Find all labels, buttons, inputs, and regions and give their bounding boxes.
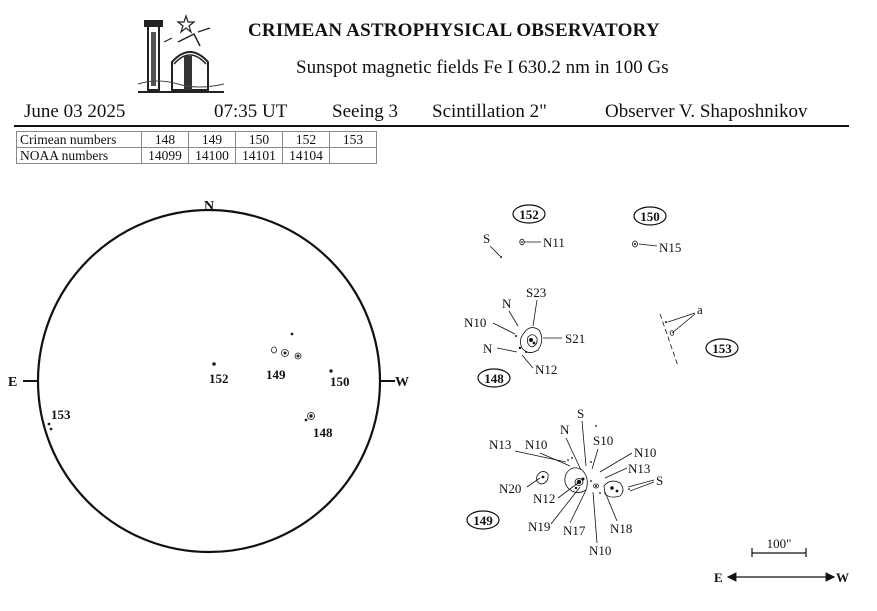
page-title: CRIMEAN ASTROPHYSICAL OBSERVATORY	[248, 20, 660, 41]
detail-region-149	[467, 406, 663, 558]
polarity-label: S	[656, 473, 664, 488]
orientation-west-label: W	[836, 570, 849, 585]
disk-region-148: 148	[313, 425, 333, 440]
region-id-148: 148	[484, 371, 504, 386]
orientation-arrow	[714, 570, 849, 585]
detail-region-153	[660, 302, 738, 366]
polarity-label: N18	[610, 521, 633, 536]
detail-region-148	[464, 285, 585, 387]
disk-north-label: N	[203, 199, 215, 214]
page-subtitle: Sunspot magnetic fields Fe I 630.2 nm in 100 Gs	[296, 57, 669, 78]
seeing-value: Seeing 3	[332, 101, 398, 122]
region-id-152: 152	[519, 207, 539, 222]
polarity-label: S	[483, 231, 491, 246]
crimean-numbers-label: Crimean numbers	[17, 132, 142, 148]
polarity-label: N10	[634, 445, 657, 460]
noaa-number: 14100	[189, 148, 236, 164]
disk-region-152: 152	[209, 371, 229, 386]
polarity-label: N13	[628, 461, 651, 476]
polarity-label: N10	[525, 437, 548, 452]
observation-time: 07:35 UT	[214, 101, 288, 122]
polarity-label: N12	[533, 491, 556, 506]
detail-region-152	[483, 205, 565, 258]
polarity-label: N12	[535, 362, 558, 377]
noaa-number: 14099	[142, 148, 189, 164]
crimean-number: 153	[330, 132, 377, 148]
crimean-number: 149	[189, 132, 236, 148]
disk-region-153: 153	[51, 407, 71, 422]
polarity-label: S10	[593, 433, 614, 448]
noaa-numbers-label: NOAA numbers	[17, 148, 142, 164]
polarity-label: N15	[659, 240, 682, 255]
polarity-label: N10	[464, 315, 487, 330]
polarity-label: S23	[526, 285, 547, 300]
observer-name: Observer V. Shaposhnikov	[605, 101, 808, 122]
disk-east-label: E	[8, 375, 18, 390]
polarity-label: N10	[589, 543, 612, 558]
crimean-number: 152	[283, 132, 330, 148]
polarity-label: N19	[528, 519, 551, 534]
observation-date: June 03 2025	[24, 101, 126, 122]
polarity-label: N	[502, 296, 512, 311]
crimean-number: 150	[236, 132, 283, 148]
crimean-number: 148	[142, 132, 189, 148]
polarity-label: S21	[565, 331, 586, 346]
scintillation-value: Scintillation 2"	[432, 101, 547, 122]
disk-region-149: 149	[266, 367, 286, 382]
orientation-east-label: E	[714, 570, 723, 585]
detail-region-150	[633, 207, 682, 255]
solar-disk	[8, 199, 409, 552]
scale-bar	[752, 536, 806, 557]
polarity-label: N13	[489, 437, 512, 452]
polarity-label: S	[577, 406, 585, 421]
region-id-150: 150	[640, 209, 660, 224]
polarity-label: N20	[499, 481, 522, 496]
noaa-number: 14101	[236, 148, 283, 164]
disk-west-label: W	[395, 375, 409, 390]
disk-region-150: 150	[330, 374, 350, 389]
polarity-label: N11	[543, 235, 565, 250]
polarity-label: N	[483, 341, 493, 356]
polarity-label: a	[697, 302, 703, 317]
disk-spot-marks	[48, 333, 332, 430]
region-id-149: 149	[473, 513, 493, 528]
region-id-153: 153	[712, 341, 732, 356]
polarity-label: N	[560, 422, 570, 437]
polarity-label: N17	[563, 523, 586, 538]
scale-bar-label: 100"	[766, 536, 792, 551]
noaa-number: 14104	[283, 148, 330, 164]
